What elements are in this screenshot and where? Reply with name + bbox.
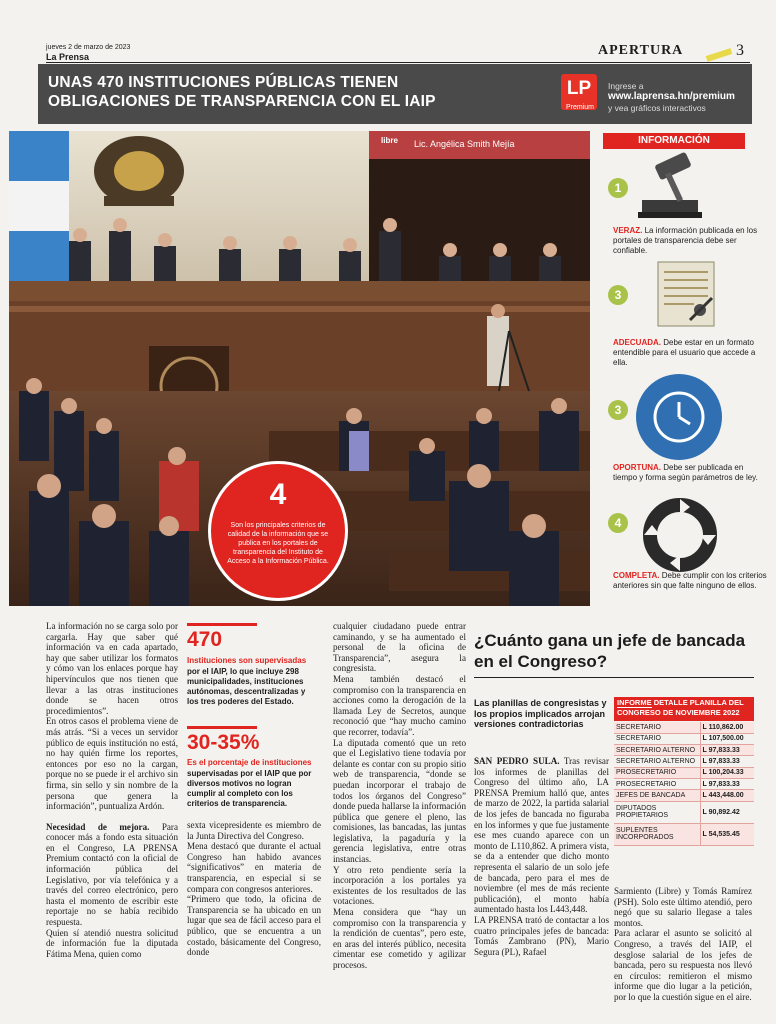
- criterion-1-text: La información publicada en los portales de transparencia debe ser confiable.: [613, 226, 758, 255]
- criterion-4-number: 4: [608, 513, 628, 533]
- substory-column-2: [614, 886, 752, 1003]
- headline: [48, 73, 518, 111]
- highlighter-mark: [706, 48, 733, 62]
- stat-1-label: Instituciones son supervisadas: [187, 656, 307, 665]
- row-amount: L 443,448.00: [700, 790, 754, 801]
- row-amount: L 110,862.00: [700, 722, 754, 733]
- substory-deck: Las planillas de congresistas y los propios implicados arrojan versiones contradictorias: [474, 698, 607, 729]
- header-rule: [46, 62, 750, 63]
- row-amount: L 97,833.33: [700, 778, 754, 789]
- substory-title: ¿Cuánto gana un jefe de bancada en el Congreso?: [474, 631, 746, 671]
- row-role: PROSECRETARIO: [614, 767, 700, 778]
- gavel-icon: [636, 150, 706, 222]
- row-role: SECRETARIO ALTERNO: [614, 756, 700, 767]
- substory-column-1: [474, 756, 609, 957]
- row-role: SECRETARIO: [614, 722, 700, 733]
- table-heading-lead: INFORME: [617, 698, 652, 707]
- criteria-badge-number: 4: [269, 478, 287, 511]
- table-heading: [614, 697, 754, 721]
- criterion-2: [613, 338, 769, 368]
- headline-line-2: OBLIGACIONES DE TRANSPARENCIA CON EL IAIP: [48, 93, 436, 110]
- paragraph-lead: Necesidad de mejora.: [46, 821, 150, 832]
- promo-line-1: Ingrese a: [608, 81, 644, 91]
- criterion-3-title: OPORTUNA.: [613, 463, 661, 472]
- paragraph: [474, 756, 609, 915]
- screen-name: Lic. Angélica Smith Mejía: [414, 139, 515, 149]
- stat-1-text: por el IAIP, lo que incluye 298 municipalidades, instituciones autónomas, descentralizadas y los tres poderes del Estado.: [187, 667, 306, 706]
- table-row: [614, 823, 754, 845]
- paragraph: LA PRENSA trató de contactar a los cuatro principales jefes de bancada: Tomás Zambrano (PN), Mario Segura (PL), Rafael: [474, 914, 609, 957]
- criterion-2-number: 3: [608, 285, 628, 305]
- article-column-2: [187, 820, 321, 958]
- article-column-1: [46, 621, 178, 959]
- row-role: SECRETARIO ALTERNO: [614, 745, 700, 756]
- row-amount: L 90,892.42: [700, 801, 754, 823]
- lp-premium-label: Premium: [565, 104, 594, 111]
- table-row: [614, 722, 754, 733]
- row-amount: L 107,500.00: [700, 733, 754, 744]
- criterion-3-number: 3: [608, 400, 628, 420]
- info-heading: INFORMACIÓN: [603, 133, 745, 149]
- row-role: DIPUTADOS PROPIETARIOS: [614, 801, 700, 823]
- paragraph: “Primero que todo, la oficina de Transparencia se ha ubicado en un lugar que sea de fácil acceso para el público, que se encuentra a un costado, básicamente del Congreso, donde: [187, 894, 321, 958]
- criterion-4-text: Debe cumplir con los criterios anteriores sin que falte ninguno de ellos.: [613, 571, 767, 590]
- article-column-3: [333, 621, 466, 971]
- row-amount: L 97,833.33: [700, 756, 754, 767]
- criterion-4: [613, 571, 769, 591]
- row-role: JEFES DE BANCADA: [614, 790, 700, 801]
- table-row: [614, 756, 754, 767]
- issue-date: jueves 2 de marzo de 2023: [46, 44, 131, 51]
- paragraph-text: Tras revisar los informes de planillas del Congreso del último año, LA PRENSA Premium halló que, antes de marzo de 2022, la partida salarial de los jefes de bancada no figuraba en los informes y que fue justamente ese mes cuando aparece con un monto de L110,862. A primera vista, se da a entender que dicho monto representa el salario de un solo jefe de bancada, pero para el mes de noviembre (el mes de más reciente publicación), el monto había aumentado hasta los L443,448.: [474, 756, 609, 915]
- paragraph: Mena también destacó el compromiso con la transparencia en acciones como la derogación de la llamada Ley de Secretos, aunque reconoció que “hay mucho camino que recorrer, todavía”.: [333, 673, 466, 737]
- criterion-4-title: COMPLETA.: [613, 571, 660, 580]
- paragraph: Sarmiento (Libre) y Tomás Ramírez (PSH). Solo este último atendió, pero negó que su salario llegase a tales montos.: [614, 886, 752, 928]
- row-role: PROSECRETARIO: [614, 778, 700, 789]
- stat-1-number: 470: [187, 628, 223, 651]
- section-name: APERTURA: [598, 43, 684, 58]
- lp-logo: LP: [561, 74, 597, 110]
- table-row: [614, 745, 754, 756]
- paragraph: Mena destacó que durante el actual Congreso han habido avances “significativos” en materia de transparencia, en especial si se compara con congresos anteriores.: [187, 841, 321, 894]
- criterion-3: [613, 463, 769, 483]
- table-row: [614, 778, 754, 789]
- paragraph: [46, 822, 178, 928]
- stat-2-label: Es el porcentaje de instituciones: [187, 758, 312, 767]
- criterion-1-number: 1: [608, 178, 628, 198]
- table-row: [614, 801, 754, 823]
- criterion-1: [613, 226, 769, 256]
- row-amount: L 100,204.33: [700, 767, 754, 778]
- row-amount: L 54,535.45: [700, 823, 754, 845]
- cycle-icon: [640, 495, 720, 575]
- promo-url[interactable]: www.laprensa.hn/premium: [608, 91, 735, 102]
- criteria-badge-text: Son los principales criterios de calidad de la información que se publica en los portales de transparencia del Instituto de Acceso a la Información Pública.: [227, 522, 329, 565]
- clock-icon: [634, 372, 724, 462]
- paragraph: Quien sí atendió nuestra solicitud de información fue la diputada Fátima Mena, quien como: [46, 927, 178, 959]
- table-row: [614, 790, 754, 801]
- stat-1-bar: [187, 623, 257, 626]
- paragraph: La información no se carga solo por cargarla. Hay que saber qué información va en cada apartado, hay que saber utilizar los formatos y cómo van los enlaces porque hay hipervínculos que nos tienen que llevar a las otras instituciones donde se hacen otros procedimientos”.: [46, 621, 178, 716]
- paragraph: Y otro reto pendiente sería la incorporación a los portales ya existentes de los resultados de las votaciones.: [333, 864, 466, 907]
- honduras-emblem: [94, 136, 184, 206]
- table-row: [614, 767, 754, 778]
- paragraph: Para aclarar el asunto se solicitó al Congreso, a través del IAIP, el desglose salarial de los jefes de bancada, pero su respuesta nos llevó en círculos: remitieron el mismo informe que dio lugar a la petición, por lo que la cuestión sigue en el aire.: [614, 928, 752, 1002]
- stat-2-number: 30-35%: [187, 731, 260, 754]
- screen-brand: libre: [381, 136, 398, 145]
- headline-line-1: UNAS 470 INSTITUCIONES PÚBLICAS TIENEN: [48, 74, 399, 91]
- paragraph: cualquier ciudadano puede entrar caminando, y se ha aumentado el personal de la oficina de Transparencia”, asegura la congresista.: [333, 621, 466, 674]
- paragraph-lead: SAN PEDRO SULA.: [474, 756, 560, 766]
- criterion-2-text: Debe estar en un formato entendible para el usuario que accede a ella.: [613, 338, 756, 367]
- row-role: SUPLENTES INCORPORADOS: [614, 823, 700, 845]
- paragraph: En otros casos el problema viene de más atrás. “Si a veces un servidor público de equis institución no está, no hay quién firme los reportes, entonces por eso no la cargan, porque no se puede ir el archivo sin firma, sin sello y sin nombre de la persona que genera la información”, puntualiza Ardón.: [46, 716, 178, 812]
- table-row: [614, 733, 754, 744]
- paragraph: La diputada comentó que un reto que el Legislativo tiene todavía por delante es contar con su propio sitio web de transparencia, “donde se puedan incorporar el trabajo de todos los órganos del Congreso” donde pueda hallarse la información pública que genere el pleno, las comisiones, las bancadas, las juntas legislativa, la pagaduría y la gerencia legislativa, entre otras instancias.: [333, 737, 466, 865]
- page-number: 3: [736, 42, 744, 59]
- publication-name: La Prensa: [46, 52, 90, 62]
- table-heading-text: DETALLE PLANILLA DEL CONGRESO DE NOVIEMBRE 2022: [617, 698, 744, 717]
- paragraph: Mena considera que “hay un compromiso con la transparencia y la rendición de cuentas”, pero este, en aras del interés público, necesita cimentar ese cometido y agilizar procesos.: [333, 907, 466, 970]
- row-role: SECRETARIO: [614, 733, 700, 744]
- paragraph: sexta vicepresidente es miembro de la Junta Directiva del Congreso.: [187, 820, 321, 841]
- row-amount: L 97,833.33: [700, 745, 754, 756]
- stat-2-text: supervisadas por el IAIP que por diversos motivos no logran cumplir al completo con los criterios de transparencia.: [187, 769, 312, 808]
- paragraph-text: Para conocer más a fondo esta situación en el Congreso, LA PRENSA Premium contactó con la oficial de información pública del Legislativo, por vía telefónica y a través del correo electrónico, pero hasta el momento de escribir este reportaje no se había recibido respuesta.: [46, 821, 178, 928]
- stat-2-bar: [187, 726, 257, 729]
- substory-rule: [474, 677, 754, 678]
- promo-line-3: y vea gráficos interactivos: [608, 103, 706, 113]
- criterion-3-text: Debe ser publicada en tiempo y forma según parámetros de ley.: [613, 463, 758, 482]
- payroll-table: [614, 722, 754, 846]
- criterion-2-title: ADECUADA.: [613, 338, 661, 347]
- criterion-1-title: VERAZ.: [613, 226, 643, 235]
- document-icon: [654, 258, 718, 330]
